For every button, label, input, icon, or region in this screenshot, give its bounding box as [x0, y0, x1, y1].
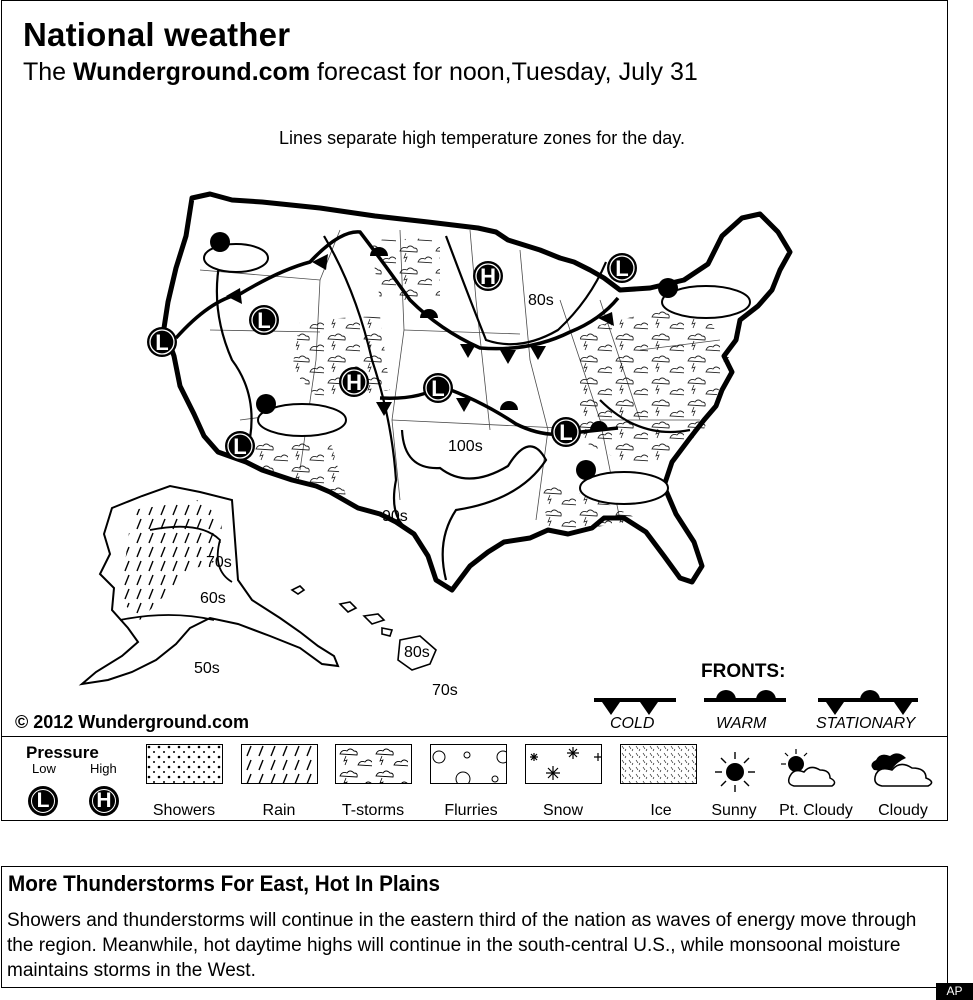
- svg-text:L: L: [155, 330, 169, 355]
- legend-label-pt-cloudy: Pt. Cloudy: [779, 802, 853, 819]
- legend-label-tstorms: T-storms: [341, 802, 405, 819]
- legend-label-ice: Ice: [650, 802, 672, 819]
- legend-high-badge: H: [89, 786, 119, 816]
- legend-swatch-ice: [620, 744, 697, 784]
- low-pressure-center: [551, 417, 581, 447]
- high-pressure-center: [339, 367, 369, 397]
- fronts-title: FRONTS:: [701, 661, 786, 682]
- zone-label-100s: 100s: [448, 438, 483, 455]
- svg-text:H: H: [480, 264, 496, 289]
- legend-swatch-showers: [146, 744, 223, 784]
- legend-low-badge: L: [28, 786, 58, 816]
- low-pressure-center: [147, 327, 177, 357]
- low-pressure-center: [607, 253, 637, 283]
- legend-label-snow: Snow: [542, 802, 584, 819]
- legend-label-sunny: Sunny: [711, 802, 757, 819]
- front-label-stationary: STATIONARY: [816, 715, 916, 732]
- legend-label-flurries: Flurries: [444, 802, 498, 819]
- legend-label-cloudy: Cloudy: [878, 802, 928, 819]
- zone-label-80s-hawaii: 80s: [404, 644, 430, 661]
- svg-text:L: L: [615, 256, 629, 281]
- alaska: [82, 486, 338, 684]
- sunny-icon: [708, 748, 762, 796]
- legend-pressure-title: Pressure: [26, 743, 99, 762]
- subtitle-suffix: forecast for noon,: [310, 58, 512, 86]
- zone-label-50s: 50s: [194, 660, 220, 677]
- warm-front-symbol: [704, 690, 786, 700]
- low-pressure-center: [225, 431, 255, 461]
- zone-label-60s: 60s: [200, 590, 226, 607]
- zone-label-70s-alaska: 70s: [206, 554, 232, 571]
- showers-pattern: [147, 745, 223, 784]
- cold-front-symbol: [594, 700, 676, 715]
- stationary-front-symbol: [818, 690, 918, 715]
- legend-low-label: Low: [32, 761, 56, 776]
- legend-label-rain: Rain: [262, 802, 296, 819]
- svg-text:L: L: [233, 434, 247, 459]
- cloudy-icon: [866, 748, 942, 794]
- map-title: National weather: [23, 16, 291, 53]
- legend-divider: [1, 736, 948, 737]
- front-label-warm: WARM: [716, 715, 767, 732]
- subtitle-brand: Wunderground.com: [73, 58, 311, 86]
- low-pressure-center: [423, 373, 453, 403]
- story-headline: More Thunderstorms For East, Hot In Plains: [8, 871, 441, 896]
- subtitle-prefix: The: [23, 58, 74, 86]
- legend-swatch-flurries: [430, 744, 507, 784]
- svg-text:L: L: [431, 376, 445, 401]
- legend-swatch-rain: [241, 744, 318, 784]
- map-note: Lines separate high temperature zones for the day.: [279, 128, 685, 148]
- story-box: [1, 866, 948, 988]
- story-body: Showers and thunderstorms will continue in the eastern third of the nation as waves of energy move through the region. Meanwhile, hot daytime highs will continue in the south-central U.S., while monsoonal moisture maintains storms in the West.: [7, 910, 917, 981]
- partly-cloudy-icon: [776, 746, 840, 794]
- legend-high-label: High: [90, 761, 117, 776]
- legend-label-showers: Showers: [152, 802, 216, 819]
- legend-swatch-tstorms: [335, 744, 412, 784]
- subtitle-date: Tuesday, July 31: [511, 58, 698, 86]
- rain-pattern: [242, 745, 318, 784]
- zone-label-80s: 80s: [528, 292, 554, 309]
- flurries-pattern: [431, 745, 507, 784]
- front-label-cold: COLD: [610, 715, 655, 732]
- us-mainland: [147, 194, 790, 590]
- fronts-legend-symbols: [594, 690, 918, 715]
- svg-text:L: L: [559, 420, 573, 445]
- tstorm-pattern: [336, 745, 412, 784]
- zone-label-70s-hawaii: 70s: [432, 682, 458, 699]
- low-pressure-center: [249, 305, 279, 335]
- legend-swatch-snow: [525, 744, 602, 784]
- high-pressure-center: [473, 261, 503, 291]
- ap-credit-badge: AP: [936, 983, 973, 1000]
- snowflake-icon: [526, 745, 602, 784]
- copyright: © 2012 Wunderground.com: [15, 712, 249, 732]
- svg-text:H: H: [346, 370, 362, 395]
- zone-label-90s: 90s: [382, 508, 408, 525]
- ice-pattern: [621, 745, 697, 784]
- svg-text:L: L: [257, 308, 271, 333]
